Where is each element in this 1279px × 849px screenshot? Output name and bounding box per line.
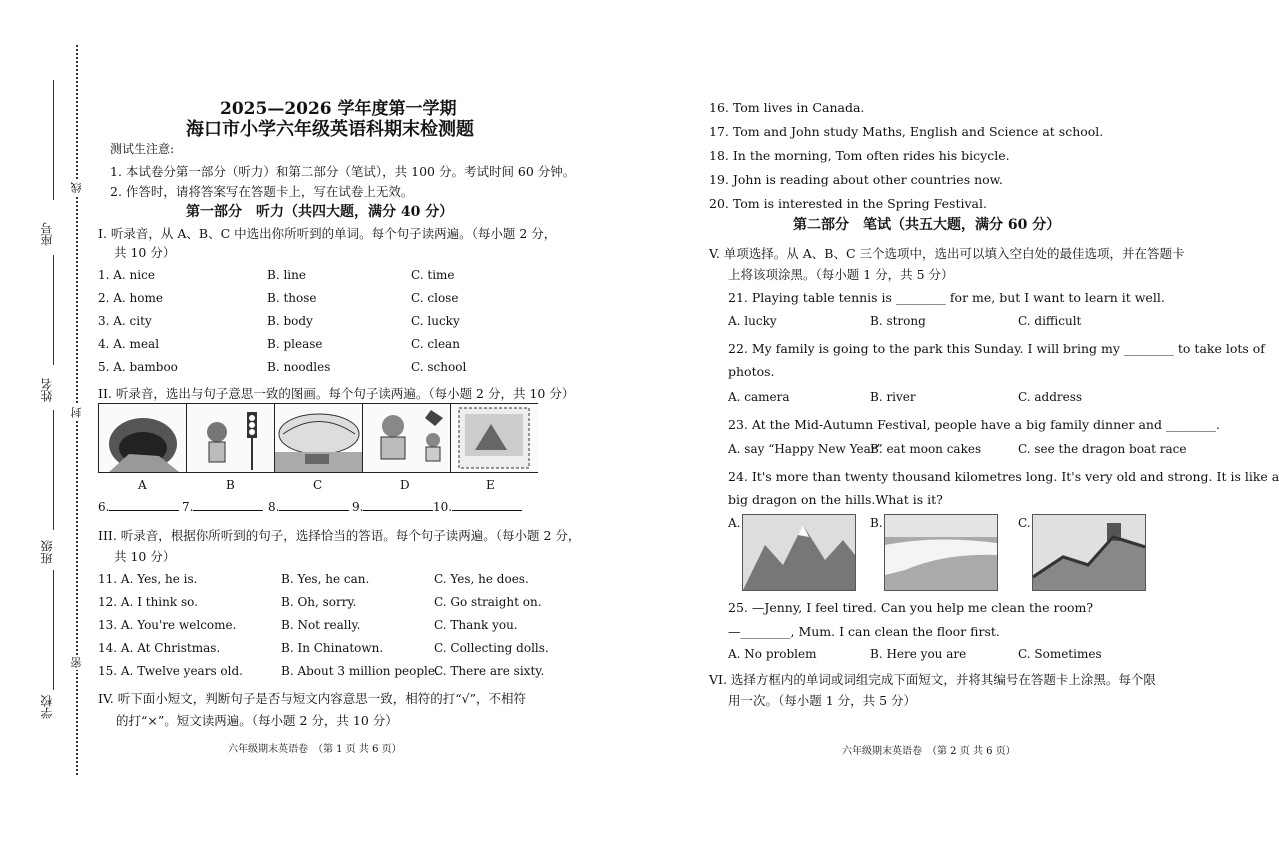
notice-title: 测试生注意:	[110, 142, 175, 156]
answer-blank-7	[182, 500, 263, 514]
sec3-q12-option-c: C. Go straight on.	[434, 595, 542, 609]
q22-option-a: A. camera	[728, 390, 790, 404]
sec3-q13-option-a: 13. A. You're welcome.	[98, 618, 237, 632]
seat-label: 座号	[40, 222, 54, 246]
answer-blank-number: 7.	[182, 500, 194, 514]
true-false-item-17: 17. Tom and John study Maths, English and Science at school.	[709, 124, 1104, 139]
answer-blank-8	[268, 500, 349, 514]
q22-stem-2: photos.	[728, 364, 775, 379]
q24-picture-great-wall	[1032, 514, 1146, 591]
seal-char-1: 线	[70, 182, 83, 193]
q24-option-c: C.	[1018, 516, 1031, 530]
sec5-instruction: V. 单项选择。从 A、B、C 三个选项中，选出可以填入空白处的最佳选项，并在答题卡	[709, 246, 1185, 261]
picture-label-b: B	[226, 478, 235, 492]
sec3-q15-option-c: C. There are sixty.	[434, 664, 545, 678]
sec3-instruction: III. 听录音，根据你所听到的句子，选择恰当的答语。每个句子读两遍。（每小题 2 分，	[98, 528, 581, 543]
picture-c-stadium	[275, 404, 363, 472]
answer-underline	[452, 500, 522, 511]
q21-option-a: A. lucky	[728, 314, 777, 328]
sec1-q4-option-c: C. clean	[411, 337, 460, 351]
sec3-q13-option-b: B. Not really.	[281, 618, 361, 632]
q24-picture-river	[884, 514, 998, 591]
part2-title: 第二部分 笔试（共五大题，满分 60 分）	[793, 217, 1061, 233]
answer-underline	[193, 500, 263, 511]
q25-stem-2: —________, Mum. I can clean the floor first.	[728, 624, 1000, 639]
sec1-q3-option-b: B. body	[267, 314, 313, 328]
sec1-q1-option-c: C. time	[411, 268, 455, 282]
q23-option-b: B. eat moon cakes	[870, 442, 982, 456]
sec1-instruction-2: 共 10 分）	[114, 245, 176, 260]
school-label: 学校	[40, 695, 54, 719]
answer-underline	[279, 500, 349, 511]
sec1-q2-option-c: C. close	[411, 291, 459, 305]
true-false-item-18: 18. In the morning, Tom often rides his bicycle.	[709, 148, 1010, 163]
sec3-q11-option-b: B. Yes, he can.	[281, 572, 370, 586]
class-label: 班级	[40, 540, 54, 564]
sec3-q11-option-c: C. Yes, he does.	[434, 572, 529, 586]
sec1-q5-option-c: C. school	[411, 360, 467, 374]
picture-label-c: C	[313, 478, 323, 492]
sec3-q14-option-a: 14. A. At Christmas.	[98, 641, 221, 655]
q21-option-b: B. strong	[870, 314, 926, 328]
picture-label-d: D	[400, 478, 410, 492]
q25-option-a: A. No problem	[728, 647, 817, 661]
sec1-instruction: I. 听录音，从 A、B、C 中选出你所听到的单词。每个句子读两遍。（每小题 2 分，	[98, 226, 557, 241]
name-label: 姓名	[40, 378, 54, 402]
class-line	[53, 410, 54, 530]
answer-blank-number: 8.	[268, 500, 280, 514]
sec1-q4-option-a: 4. A. meal	[98, 337, 160, 351]
sec1-q5-option-a: 5. A. bamboo	[98, 360, 178, 374]
seal-char-3: 密	[70, 657, 83, 668]
answer-blank-number: 6.	[98, 500, 110, 514]
sec3-q14-option-c: C. Collecting dolls.	[434, 641, 549, 655]
q22-option-b: B. river	[870, 390, 916, 404]
sec1-q5-option-b: B. noodles	[267, 360, 331, 374]
sec1-q3-option-c: C. lucky	[411, 314, 460, 328]
sec1-q2-option-a: 2. A. home	[98, 291, 163, 305]
q24-stem: 24. It's more than twenty thousand kilometres long. It's very old and strong. It is like a	[728, 469, 1279, 484]
sec3-q15-option-b: B. About 3 million people.	[281, 664, 439, 678]
sec1-q3-option-a: 3. A. city	[98, 314, 152, 328]
sec6-instruction: VI. 选择方框内的单词或词组完成下面短文，并将其编号在答题卡上涂黑。每个限	[709, 672, 1156, 687]
true-false-item-19: 19. John is reading about other countries now.	[709, 172, 1003, 187]
notice-1: 1. 本试卷分第一部分（听力）和第二部分（笔试），共 100 分。考试时间 60 分钟。	[110, 164, 576, 179]
sec1-q2-option-b: B. those	[267, 291, 317, 305]
sec5-instruction-2: 上将该项涂黑。（每小题 1 分，共 5 分）	[728, 267, 954, 282]
exam-title: 海口市小学六年级英语科期末检测题	[186, 119, 474, 140]
name-line	[53, 255, 54, 365]
picture-d-children-kite	[363, 404, 451, 472]
sec1-q1-option-a: 1. A. nice	[98, 268, 155, 282]
q21-option-c: C. difficult	[1018, 314, 1082, 328]
sec2-instruction: II. 听录音，选出与句子意思一致的图画。每个句子读两遍。（每小题 2 分，共 10 分）	[98, 386, 575, 401]
seat-line	[53, 80, 54, 200]
q24-picture-mountains	[742, 514, 856, 591]
answer-blank-number: 10.	[433, 500, 453, 514]
part1-title: 第一部分 听力（共四大题，满分 40 分）	[186, 204, 454, 220]
sec4-instruction: IV. 听下面小短文，判断句子是否与短文内容意思一致，相符的打“√”，不相符	[98, 691, 526, 706]
school-year: 2025—2026 学年度第一学期	[220, 99, 457, 119]
sec3-q12-option-a: 12. A. I think so.	[98, 595, 198, 609]
answer-blank-9	[352, 500, 433, 514]
sec1-q1-option-b: B. line	[267, 268, 306, 282]
picture-label-a: A	[138, 478, 147, 492]
sec3-q13-option-c: C. Thank you.	[434, 618, 518, 632]
sec3-instruction-2: 共 10 分）	[114, 549, 176, 564]
q24-option-b: B.	[870, 516, 883, 530]
q25-option-b: B. Here you are	[870, 647, 967, 661]
picture-e-stamp	[451, 404, 538, 472]
q21-stem: 21. Playing table tennis is ________ for me, but I want to learn it well.	[728, 290, 1165, 305]
sec1-q4-option-b: B. please	[267, 337, 323, 351]
listening-picture-row	[98, 403, 538, 473]
q22-stem: 22. My family is going to the park this Sunday. I will bring my ________ to take lots of	[728, 341, 1265, 356]
true-false-item-16: 16. Tom lives in Canada.	[709, 100, 865, 115]
q25-option-c: C. Sometimes	[1018, 647, 1102, 661]
sec3-q14-option-b: B. In Chinatown.	[281, 641, 384, 655]
picture-label-e: E	[486, 478, 495, 492]
answer-underline	[363, 500, 433, 511]
picture-a-cave	[99, 404, 187, 472]
notice-2: 2. 作答时，请将答案写在答题卡上，写在试卷上无效。	[110, 184, 414, 199]
q25-stem: 25. —Jenny, I feel tired. Can you help me clean the room?	[728, 600, 1094, 615]
sec4-instruction-2: 的打“×”。短文读两遍。（每小题 2 分，共 10 分）	[116, 713, 398, 728]
picture-b-girl-traffic-light	[187, 404, 275, 472]
answer-blank-10	[433, 500, 522, 514]
answer-blank-number: 9.	[352, 500, 364, 514]
sec3-q15-option-a: 15. A. Twelve years old.	[98, 664, 243, 678]
q23-stem: 23. At the Mid-Autumn Festival, people have a big family dinner and ________.	[728, 417, 1220, 432]
q23-option-c: C. see the dragon boat race	[1018, 442, 1187, 456]
sec6-instruction-2: 用一次。（每小题 1 分，共 5 分）	[728, 693, 917, 708]
q24-option-a: A.	[728, 516, 741, 530]
true-false-item-20: 20. Tom is interested in the Spring Festival.	[709, 196, 987, 211]
page1-footer: 六年级期末英语卷 （第 1 页 共 6 页）	[228, 744, 402, 755]
seal-char-2: 封	[70, 407, 83, 418]
sec3-q12-option-b: B. Oh, sorry.	[281, 595, 357, 609]
answer-underline	[109, 500, 179, 511]
school-line	[53, 570, 54, 690]
answer-blank-6	[98, 500, 179, 514]
q22-option-c: C. address	[1018, 390, 1083, 404]
sec3-q11-option-a: 11. A. Yes, he is.	[98, 572, 198, 586]
q23-option-a: A. say “Happy New Year”	[728, 442, 883, 456]
page2-footer: 六年级期末英语卷 （第 2 页 共 6 页）	[842, 746, 1016, 757]
q24-stem-2: big dragon on the hills.What is it?	[728, 492, 943, 507]
